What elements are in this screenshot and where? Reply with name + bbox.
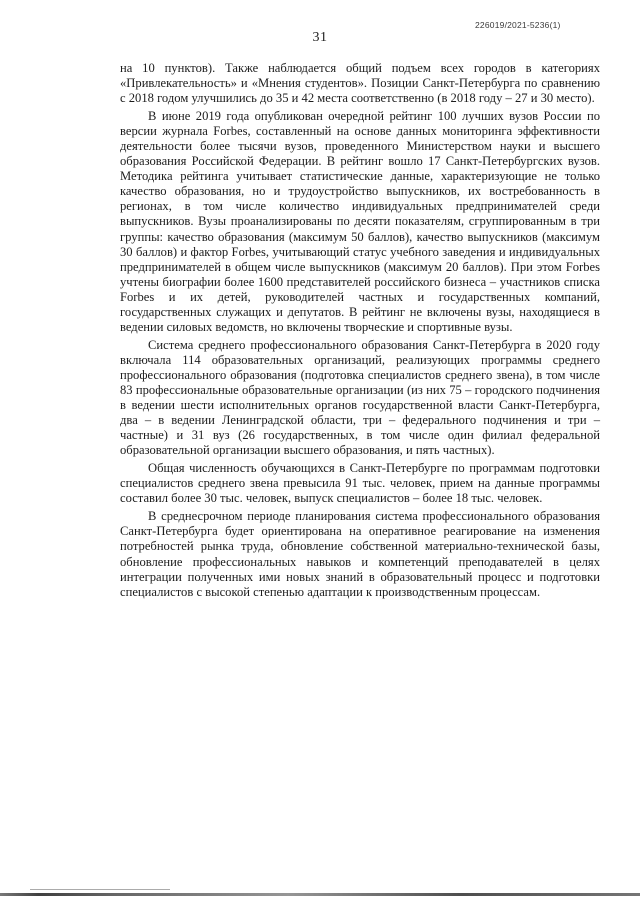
- paragraph-continuation: на 10 пунктов). Также наблюдается общий подъем всех городов в категориях «Привлекательность» и «Мнения студентов». Позиции Санкт-Петербурга по сравнению с 2018 годом улучшились до 35 и 42 места соответственно (в 2018 году – 27 и 30 место).: [120, 61, 600, 106]
- page-number: 31: [312, 30, 328, 45]
- paragraph-student-numbers: Общая численность обучающихся в Санкт-Петербурге по программам подготовки специалистов среднего звена превысила 91 тыс. человек, прием на данные программы составил более 30 тыс. человек, выпуск специалистов – более 18 тыс. человек.: [120, 461, 600, 506]
- scan-bottom-edge: [0, 893, 640, 896]
- document-registration-stamp: 226019/2021-5236(1): [475, 20, 561, 30]
- paragraph-forbes-rating: В июне 2019 года опубликован очередной рейтинг 100 лучших вузов России по версии журнала Forbes, составленный на основе данных мониторинга эффективности деятельности более тысячи вузов, проведенного Министерством науки и высшего образования Российской Федерации. В рейтинг вошло 17 Санкт-Петербургских вузов. Методика рейтинга учитывает статистические данные, характеризующие не только качество образования, но и трудоустройство выпускников, их востребованность в регионах, в том числе количество индивидуальных предпринимателей среди выпускников. Вузы проанализированы по десяти показателям, сгруппированным в три группы: качество образования (максимум 50 баллов), качество выпускников (максимум 30 баллов) и фактор Forbes, учитывающий статус учебного заведения и индивидуальных предпринимателей в общем числе выпускников (максимум 20 баллов). При этом Forbes учтены биографии более 1600 представителей российского бизнеса – участников списка Forbes и их детей, руководителей частных и государственных компаний, государственных служащих и депутатов. В рейтинг не включены вузы, находящиеся в ведении силовых ведомств, но включены творческие и спортивные вузы.: [120, 109, 600, 334]
- paragraph-medium-term-plan: В среднесрочном периоде планирования система профессионального образования Санкт-Петербурга будет ориентирована на оперативное реагирование на изменения потребностей рынка труда, обновление собственной материально-технической базы, обновление профессиональных навыков и компетенций преподавателей в целях интеграции полученных ими новых знаний в образовательный процесс и подготовки специалистов с высокой степенью адаптации к производственным процессам.: [120, 509, 600, 599]
- scan-artifact-line: [30, 889, 170, 890]
- paragraph-vocational-system: Система среднего профессионального образования Санкт-Петербурга в 2020 году включала 114 образовательных организаций, реализующих программы среднего профессионального образования (подготовка специалистов среднего звена), в том числе 83 профессиональные образовательные организации (из них 75 – городского подчинения в ведении шести исполнительных органов государственной власти Санкт-Петербурга, два – в ведении Ленинградской области, три – федерального подчинения и три – частные) и 31 вуз (26 государственных, в том числе один филиал федеральной образовательной организации высшего образования, и пять частных).: [120, 337, 600, 458]
- document-body: [120, 61, 600, 603]
